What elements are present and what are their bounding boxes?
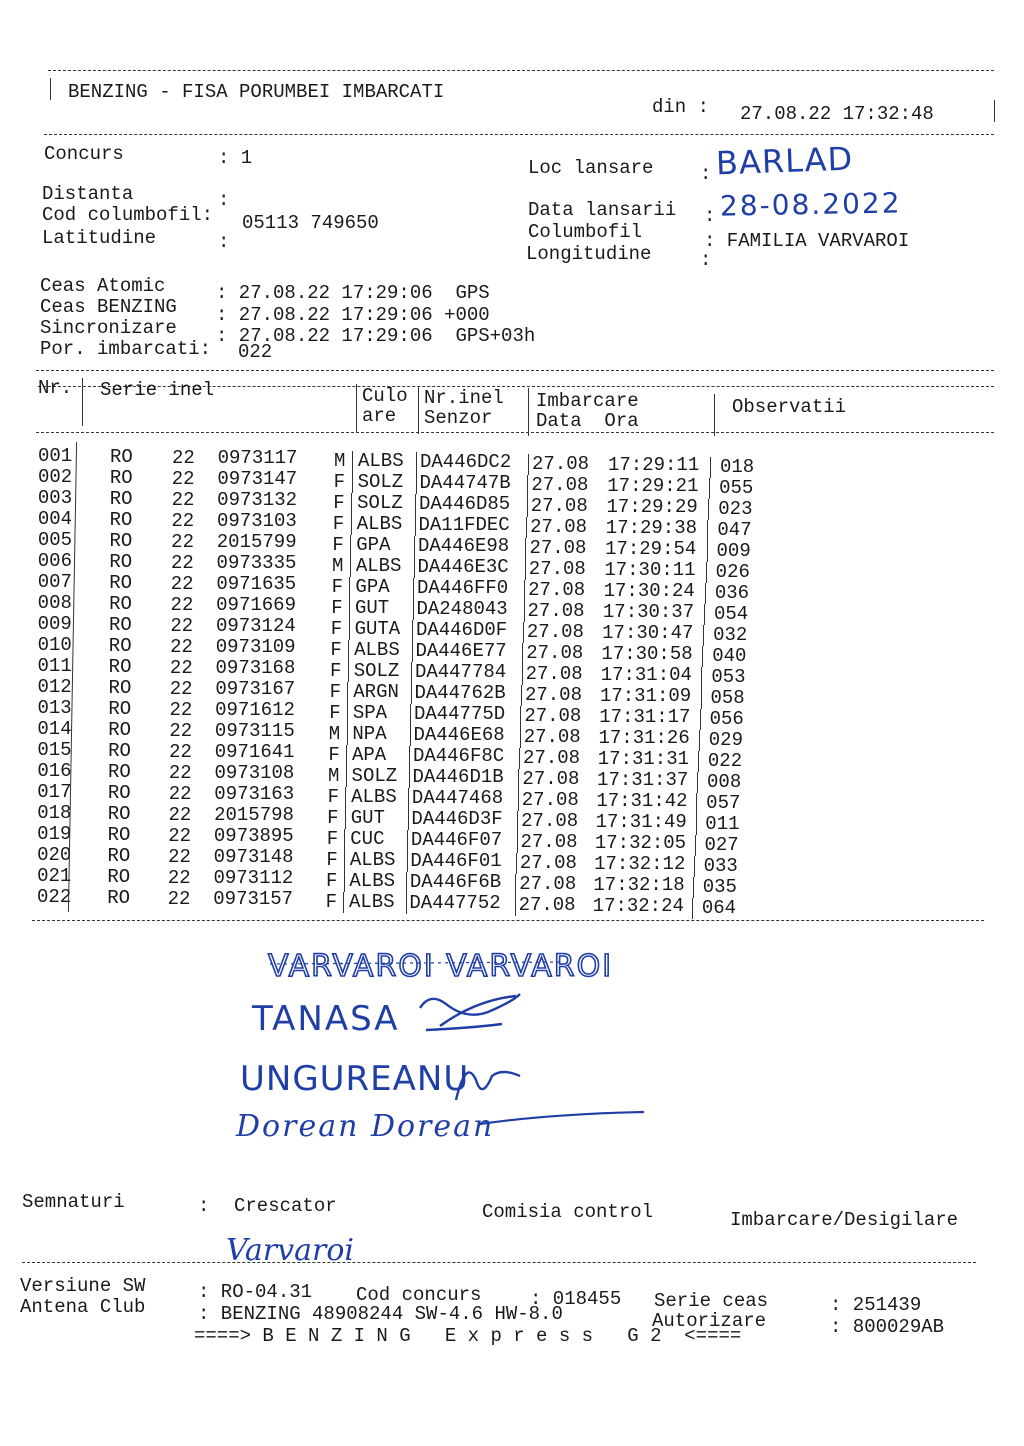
cell-time: 17:31:04 — [600, 664, 692, 687]
comisia-control-label: Comisia control — [482, 1201, 654, 1223]
cell-sensor: DA446D0F — [415, 619, 508, 642]
serie-ceas-label: Serie ceas — [654, 1290, 769, 1312]
cell-date: 27.08 — [519, 851, 577, 874]
cell-ring: 22 0973163 — [168, 783, 295, 806]
cell-time: 17:31:31 — [597, 748, 689, 771]
cell-nr: 021 — [37, 865, 72, 887]
loc-lansare-sep: : — [700, 163, 712, 185]
row-divider — [343, 892, 344, 913]
cell-obs: 033 — [703, 854, 738, 877]
cell-ring: 22 0971669 — [170, 594, 296, 617]
cell-nr: 016 — [37, 760, 72, 782]
ceas-benzing-label: Ceas BENZING — [40, 296, 177, 318]
cell-sex: F — [326, 848, 338, 871]
columbofil-value: : FAMILIA VARVAROI — [704, 230, 910, 252]
cell-sex: F — [331, 596, 343, 619]
ceas-benzing-value: : 27.08.22 17:29:06 +000 — [216, 304, 490, 326]
cell-color: SPA — [352, 702, 388, 725]
cell-date: 27.08 — [523, 725, 581, 748]
cell-ring: 22 0973895 — [168, 825, 294, 848]
cell-nr: 009 — [37, 613, 72, 635]
cell-color: ALBS — [351, 786, 397, 809]
col-header-serie: Serie inel — [100, 379, 215, 401]
cell-ring: 22 0971635 — [170, 573, 297, 596]
cell-ring: 22 2015799 — [171, 531, 297, 554]
cell-color: SOLZ — [353, 660, 400, 683]
cell-time: 17:30:37 — [602, 601, 695, 624]
cell-time: 17:29:21 — [607, 475, 699, 498]
cell-ring: 22 0973117 — [172, 447, 298, 470]
cell-ring: 22 0973335 — [170, 552, 297, 575]
row-divider — [515, 895, 516, 916]
din-value: 27.08.22 17:32:48 — [740, 103, 934, 125]
cell-sensor: DA446E98 — [417, 535, 510, 558]
cell-color: ALBS — [349, 849, 396, 872]
document-title: BENZING - FISA PORUMBEI IMBARCATI — [68, 81, 445, 103]
cell-ring: 22 0973147 — [171, 468, 298, 491]
cell-ring: 22 0973132 — [171, 489, 297, 512]
cell-sensor: DA44775D — [413, 703, 506, 726]
cell-sensor: DA446FF0 — [416, 577, 509, 600]
cell-sensor: DA248043 — [416, 598, 508, 621]
cell-nr: 011 — [37, 655, 72, 677]
cell-sex: F — [325, 890, 337, 913]
cell-nr: 013 — [37, 697, 72, 719]
loc-lansare-handwritten: BARLAD — [715, 139, 854, 183]
cell-obs: 008 — [707, 770, 742, 793]
cell-sex: F — [329, 701, 341, 724]
cell-country: RO — [109, 593, 132, 616]
cell-sensor: DA447752 — [409, 892, 501, 915]
cell-obs: 047 — [717, 518, 752, 541]
cell-nr: 010 — [37, 634, 72, 656]
imbarcare-desigilare-label: Imbarcare/Desigilare — [730, 1209, 959, 1231]
cell-date: 27.08 — [526, 641, 584, 664]
handwritten-line-2: TANASA — [252, 999, 400, 1039]
cell-country: RO — [109, 572, 133, 595]
cell-nr: 005 — [37, 529, 73, 551]
cell-nr: 012 — [37, 676, 72, 698]
cell-color: GUT — [354, 597, 390, 620]
cell-nr: 014 — [37, 718, 72, 740]
cell-date: 27.08 — [524, 704, 582, 727]
cell-sex: F — [332, 512, 345, 535]
cell-color: CUC — [350, 828, 385, 851]
cell-nr: 017 — [37, 781, 72, 803]
col-header-observatii: Observatii — [732, 396, 847, 418]
autorizare-value: : 800029AB — [830, 1316, 945, 1338]
cell-time: 17:32:05 — [594, 832, 687, 855]
cell-sensor: DA446D3F — [411, 808, 503, 831]
handwritten-line-1: VARVAROI VARVAROI — [268, 949, 614, 984]
cell-time: 17:30:24 — [603, 580, 695, 603]
cell-sex: M — [327, 764, 340, 787]
cell-obs: 011 — [705, 812, 740, 835]
cell-ring: 22 0973148 — [168, 846, 294, 869]
por-imbarcati-value: 022 — [238, 341, 273, 363]
cell-time: 17:31:49 — [595, 811, 687, 834]
cell-sex: F — [332, 533, 344, 556]
cell-color: SOLZ — [357, 471, 404, 494]
cell-color: APA — [351, 744, 387, 767]
crescator-label: Crescator — [234, 1195, 337, 1217]
cell-date: 27.08 — [529, 536, 587, 559]
cell-sensor: DA446E3C — [417, 556, 509, 579]
cell-obs: 053 — [711, 665, 746, 688]
cod-columbofil-label: Cod columbofil: — [42, 204, 214, 226]
cell-nr: 015 — [37, 739, 72, 761]
cell-nr: 022 — [37, 886, 72, 908]
cell-date: 27.08 — [528, 557, 586, 580]
cell-country: RO — [108, 719, 132, 742]
cell-sex: M — [334, 449, 346, 472]
cell-date: 27.08 — [528, 578, 586, 601]
cell-obs: 022 — [707, 749, 743, 772]
antena-club-label: Antena Club — [20, 1296, 146, 1318]
cell-time: 17:30:58 — [601, 643, 693, 666]
cell-obs: 056 — [709, 707, 744, 730]
cell-obs: 040 — [712, 644, 747, 667]
ceas-atomic-label: Ceas Atomic — [40, 275, 166, 297]
col-header-nrinel-1: Nr.inel — [424, 387, 504, 409]
cell-sex: M — [331, 554, 344, 577]
cell-country: RO — [108, 740, 131, 763]
cell-sensor: DA446F6B — [409, 871, 502, 894]
cell-ring: 22 0973112 — [167, 867, 294, 890]
cell-date: 27.08 — [520, 830, 578, 853]
cell-sex: F — [329, 659, 342, 682]
por-imbarcati-label: Por. imbarcati: — [40, 338, 212, 360]
cell-country: RO — [108, 698, 132, 721]
cell-country: RO — [107, 824, 131, 847]
cell-sex: F — [333, 470, 345, 493]
cell-time: 17:29:38 — [605, 517, 698, 540]
cell-nr: 001 — [38, 445, 73, 467]
cell-date: 27.08 — [521, 809, 579, 832]
cell-country: RO — [109, 488, 133, 511]
cell-obs: 057 — [706, 791, 741, 814]
col-header-nrinel-2: Senzor — [424, 407, 493, 429]
cell-country: RO — [108, 761, 131, 784]
cell-sex: F — [331, 575, 343, 598]
cell-date: 27.08 — [532, 452, 590, 475]
cell-obs: 064 — [701, 896, 737, 919]
cell-date: 27.08 — [527, 599, 585, 622]
cell-sex: F — [330, 638, 342, 661]
cell-time: 17:29:11 — [608, 454, 700, 477]
handwritten-names — [230, 930, 670, 1150]
cell-color: NPA — [352, 723, 387, 746]
cell-sex: M — [328, 722, 341, 745]
col-header-imbarcare-2: Data Ora — [536, 410, 639, 432]
cod-concurs-label: Cod concurs — [356, 1284, 482, 1306]
cell-obs: 058 — [710, 686, 745, 709]
sincronizare-label: Sincronizare — [40, 317, 177, 339]
cell-sex: F — [329, 680, 341, 703]
cell-ring: 22 2015798 — [168, 804, 294, 827]
cell-nr: 007 — [37, 571, 72, 593]
col-header-culoare-1: Culo — [362, 385, 408, 407]
cell-obs: 032 — [713, 623, 748, 646]
data-lansarii-label: Data lansarii — [528, 199, 677, 221]
cell-sensor: DA447784 — [414, 661, 507, 684]
cell-nr: 002 — [37, 466, 73, 488]
cell-time: 17:29:54 — [605, 538, 697, 561]
data-lansarii-sep: : — [704, 205, 716, 227]
versiune-sw-label: Versiune SW — [20, 1275, 146, 1297]
sincronizare-value: : 27.08.22 17:29:06 GPS+03h — [216, 325, 536, 347]
cell-color: SOLZ — [351, 765, 398, 788]
cell-sex: F — [326, 827, 339, 850]
cell-date: 27.08 — [522, 767, 580, 790]
din-label: din : — [652, 96, 710, 118]
cell-sensor: DA11FDEC — [418, 514, 510, 537]
cell-time: 17:31:42 — [596, 790, 688, 813]
cell-country: RO — [107, 887, 131, 910]
benzing-express-line: ====> B E N Z I N G E x p r e s s G 2 <==== — [194, 1325, 742, 1347]
cell-sex: F — [333, 491, 345, 514]
cell-country: RO — [109, 530, 133, 553]
cell-country: RO — [110, 446, 133, 469]
cell-date: 27.08 — [525, 662, 583, 685]
cell-color: GPA — [356, 534, 391, 557]
cell-sensor: DA44762B — [414, 682, 506, 705]
cell-nr: 003 — [37, 487, 73, 509]
cell-obs: 036 — [714, 581, 750, 604]
cell-date: 27.08 — [523, 746, 581, 769]
antena-club-value: : BENZING 48908244 SW-4.6 HW-8.0 — [198, 1303, 563, 1325]
cell-nr: 019 — [37, 823, 72, 845]
cell-ring: 22 0973109 — [170, 636, 296, 659]
cell-time: 17:31:09 — [599, 685, 692, 708]
cell-sensor: DA446DC2 — [420, 451, 512, 474]
cell-ring: 22 0973167 — [169, 678, 296, 701]
col-header-nr: Nr. — [38, 377, 73, 399]
handwritten-line-3: UNGUREANU — [240, 1059, 470, 1099]
concurs-value: : 1 — [218, 147, 253, 169]
cell-date: 27.08 — [530, 515, 588, 538]
cell-time: 17:32:12 — [594, 853, 686, 876]
cell-color: ALBS — [348, 891, 395, 914]
cell-obs: 023 — [718, 497, 753, 520]
cell-ring: 22 0973168 — [169, 657, 296, 680]
semnaturi-label: Semnaturi — [22, 1191, 125, 1213]
cell-color: GUTA — [354, 618, 401, 641]
cell-color: ALBS — [355, 555, 402, 578]
footer-top-dashed-line — [22, 1262, 976, 1263]
cell-obs: 055 — [719, 476, 754, 499]
latitudine-value: : — [218, 231, 230, 253]
handwritten-line-4: Dorean Dorean — [236, 1109, 495, 1144]
cell-color: ALBS — [356, 513, 403, 536]
svg-text:Varvaroi: Varvaroi — [226, 1233, 354, 1268]
cell-obs: 026 — [715, 560, 750, 583]
cell-date: 27.08 — [526, 620, 584, 643]
cell-ring: 22 0973115 — [169, 720, 295, 743]
cell-color: GUT — [350, 807, 385, 830]
cell-color: GPA — [355, 576, 390, 599]
cell-ring: 22 0973103 — [171, 510, 297, 533]
cell-country: RO — [107, 845, 131, 868]
cell-sensor: DA446F8C — [412, 745, 505, 768]
cell-color: ALBS — [349, 870, 396, 893]
cell-country: RO — [108, 677, 132, 700]
cell-sensor: DA446F07 — [410, 829, 503, 852]
cell-country: RO — [108, 656, 132, 679]
serie-ceas-value: : 251439 — [830, 1294, 922, 1316]
cell-country: RO — [108, 635, 132, 658]
longitudine-label: Longitudine — [526, 243, 652, 265]
cell-time: 17:30:47 — [602, 622, 694, 645]
cell-ring: 22 0973124 — [170, 615, 296, 638]
row-divider — [406, 893, 407, 914]
cell-country: RO — [109, 467, 133, 490]
longitudine-value: : — [700, 249, 712, 271]
concurs-label: Concurs — [44, 143, 124, 165]
cell-obs: 018 — [720, 455, 755, 478]
cell-color: ALBS — [358, 450, 404, 473]
table-bottom-dashed-line — [32, 920, 984, 921]
loc-lansare-label: Loc lansare — [528, 157, 654, 179]
cell-color: ARGN — [353, 681, 399, 704]
latitudine-label: Latitudine — [42, 227, 157, 249]
cell-ring: 22 0973108 — [168, 762, 295, 785]
cell-ring: 22 0971641 — [169, 741, 295, 764]
cell-sex: F — [327, 806, 339, 829]
cell-color: SOLZ — [357, 492, 403, 515]
crescator-signature — [222, 1220, 362, 1276]
data-lansarii-handwritten: 28-08.2022 — [719, 186, 902, 223]
distanta-value: : — [218, 189, 230, 211]
cell-sensor: DA446E68 — [413, 724, 505, 747]
cell-sensor: DA446E77 — [415, 640, 507, 663]
cell-time: 17:32:18 — [593, 874, 685, 897]
cell-sex: F — [327, 785, 339, 808]
cell-ring: 22 0973157 — [167, 888, 294, 911]
cell-country: RO — [109, 509, 133, 532]
cell-time: 17:31:17 — [599, 706, 691, 729]
cod-concurs-value: : 018455 — [530, 1288, 622, 1310]
cell-obs: 054 — [713, 602, 749, 625]
cell-sensor: DA446D85 — [418, 493, 511, 516]
cell-country: RO — [108, 614, 132, 637]
distanta-label: Distanta — [42, 183, 134, 205]
cell-date: 27.08 — [531, 473, 589, 496]
cell-color: ALBS — [354, 639, 400, 662]
cell-obs: 027 — [704, 833, 739, 856]
cell-sensor: DA447468 — [411, 787, 504, 810]
col-header-culoare-2: are — [362, 405, 397, 427]
versiune-sw-value: : RO-04.31 — [198, 1281, 313, 1303]
cell-country: RO — [107, 866, 131, 889]
columbofil-label: Columbofil — [528, 221, 643, 243]
cell-nr: 008 — [37, 592, 72, 614]
cell-sex: F — [328, 743, 340, 766]
cell-obs: 029 — [708, 728, 743, 751]
cell-date: 27.08 — [530, 494, 588, 517]
cod-columbofil-value: 05113 749650 — [242, 212, 379, 234]
cell-obs: 035 — [702, 875, 737, 898]
cell-sensor: DA446D1B — [412, 766, 504, 789]
cell-time: 17:31:37 — [597, 769, 689, 792]
cell-time: 17:30:11 — [604, 559, 696, 582]
cell-time: 17:32:24 — [592, 895, 684, 918]
cell-time: 17:29:29 — [606, 496, 698, 519]
col-header-imbarcare-1: Imbarcare — [536, 390, 639, 412]
cell-country: RO — [107, 782, 131, 805]
cell-sex: F — [325, 869, 338, 892]
semnaturi-sep: : — [198, 1195, 210, 1217]
cell-obs: 009 — [716, 539, 751, 562]
ceas-atomic-value: : 27.08.22 17:29:06 GPS — [216, 282, 490, 304]
cell-country: RO — [107, 803, 131, 826]
cell-nr: 006 — [37, 550, 72, 572]
cell-date: 27.08 — [524, 683, 582, 706]
cell-date: 27.08 — [518, 893, 576, 916]
autorizare-label: Autorizare — [652, 1310, 767, 1332]
row-divider — [692, 898, 693, 919]
cell-ring: 22 0971612 — [169, 699, 295, 722]
cell-nr: 020 — [37, 844, 72, 866]
cell-country: RO — [109, 551, 133, 574]
cell-sensor: DA44747B — [419, 472, 511, 495]
cell-date: 27.08 — [521, 788, 579, 811]
cell-nr: 018 — [37, 802, 72, 824]
cell-time: 17:31:26 — [598, 727, 690, 750]
cell-nr: 004 — [37, 508, 73, 530]
cell-sensor: DA446F01 — [410, 850, 502, 873]
cell-date: 27.08 — [519, 872, 577, 895]
cell-sex: F — [330, 617, 343, 640]
